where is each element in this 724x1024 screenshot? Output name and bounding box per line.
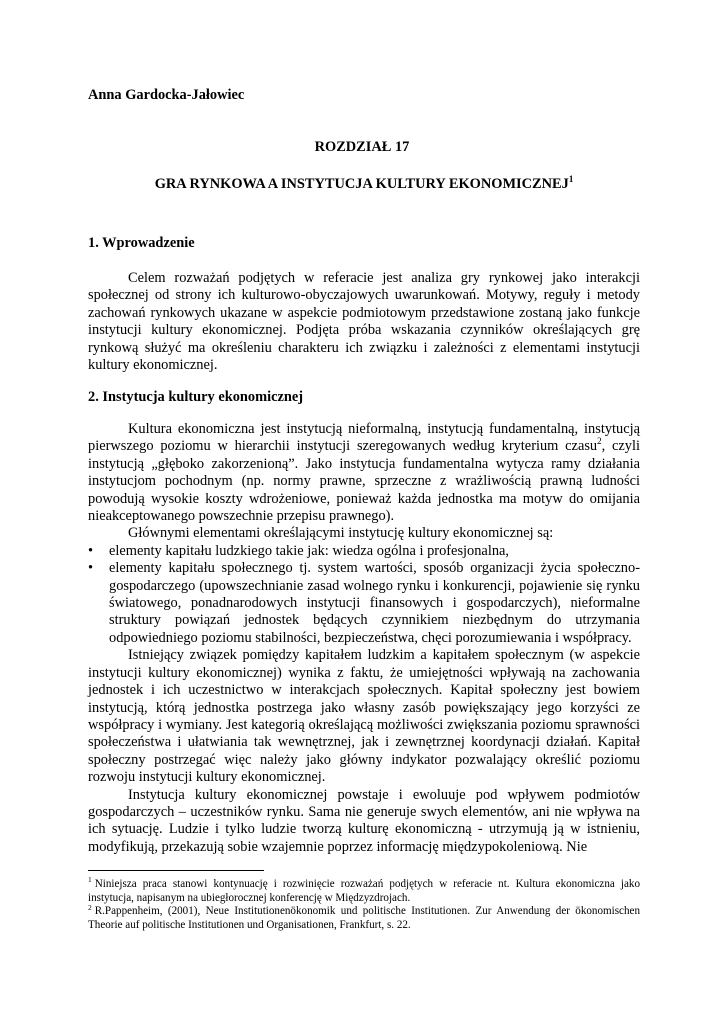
list-item-text: elementy kapitału społecznego tj. system wartości, sposób organizacji życia społeczno-gospodarczego (upowszechnianie zasad wolnego rynku i konkurencji, pojawienie się rynku światowego, ponadnarodowych instytucji finansowych i gospodarczych), nieformalne struktury powiązań jednostek będących czynnikiem niezbędnym do utrzymania odpowiedniego poziomu stabilności, bezpieczeństwa, chęci porozumiewania i współpracy. <box>109 560 640 646</box>
paragraph: Instytucja kultury ekonomicznej powstaje i ewoluuje pod wpływem podmiotów gospodarczych – uczestników rynku. Sama nie generuje swych elementów, ani nie wpływa na ich sytuację. Ludzie i tylko ludzie tworzą kulturę ekonomiczną - utrzymują ją w istnieniu, modyfikują, przekazują sobie wzajemnie poprzez informację międzypokoleniową. Nie <box>88 786 640 855</box>
footnote-mark: 2 <box>88 902 92 912</box>
section-heading-institution: 2. Instytucja kultury ekonomicznej <box>88 389 304 405</box>
footnote-ref-1[interactable]: 1 <box>568 174 574 185</box>
list-item-text: elementy kapitału ludzkiego takie jak: wiedza ogólna i profesjonalna, <box>109 542 510 559</box>
paragraph-text: Kultura ekonomiczna jest instytucją nieformalną, instytucją fundamentalną, instytucją pierwszego poziomu w hierarchii instytucji szeregowanych według kryterium czasu <box>88 421 640 455</box>
section-1-body <box>88 270 640 374</box>
paragraph <box>88 421 640 525</box>
section-2-body <box>88 421 640 856</box>
footnote-2 <box>88 902 640 932</box>
footnote-ref-2[interactable]: 2 <box>597 436 602 447</box>
footnote-mark: 1 <box>88 875 92 885</box>
section-heading-introduction: 1. Wprowadzenie <box>88 235 195 251</box>
bullet-list <box>88 543 640 647</box>
bullet-icon: • <box>88 560 94 577</box>
footnotes <box>88 875 640 932</box>
footnote-separator <box>88 870 264 871</box>
paragraph-text: , czyli instytucją „głęboko zakorzenioną”. Jako instytucja fundamentalna wytycza ramy działania instytucjom pochodnym (np. normy prawne, sprzeczne z wrażliwością prawną ludności powodują wysokie koszty wdrożeniowe, ponieważ każda jednostka ma motyw do omijania nieakceptowanego powszechnie przepisu prawnego). <box>88 438 640 525</box>
footnote-1 <box>88 875 640 905</box>
paragraph: Głównymi elementami określającymi instytucję kultury ekonomicznej są: <box>128 525 554 542</box>
bullet-icon: • <box>88 542 94 559</box>
footnote-text: Niniejsza praca stanowi kontynuację i rozwinięcie rozważań podjętych w referacie nt. Kultura ekonomiczna jako instytucja, napisanym na ubiegłorocznej konferencję w Międzyzdrojach. <box>88 878 640 904</box>
chapter-title <box>88 176 640 193</box>
list-item <box>88 560 640 647</box>
footnote-text: R.Pappenheim, (2001), Neue Institutionenökonomik und politische Institutionen. Zur Anwendung der ökonomischen Theorie auf politische Institutionen und Organisationen, Frankfurt, s. 22. <box>88 905 640 931</box>
paragraph: Celem rozważań podjętych w referacie jest analiza gry rynkowej jako interakcji społecznej od strony ich kulturowo-obyczajowych uwarunkowań. Motywy, reguły i metody zachowań rynkowych ukazane w aspekcie podmiotowym przedstawione zostaną jako funkcje instytucji kultury ekonomicznej. Podjęta próba wskazania czynników określających grę rynkową służyć ma określeniu charakteru ich związku i zależności z elementami instytucji kultury ekonomicznej. <box>88 270 640 374</box>
list-item <box>88 543 640 560</box>
paragraph: Istniejący związek pomiędzy kapitałem ludzkim a kapitałem społecznym (w aspekcie instytucji kultury ekonomicznej) wynika z faktu, że umiejętności wpływają na zachowania jednostek i ich uczestnictwo w interakcjach społecznych. Kapitał społeczny jest bowiem instytucją, którą jednostka postrzega jako własny zasób powiększający jego korzyści ze współpracy i wymiany. Jest kategorią określającą możliwości zwiększania poziomu sprawności społeczeństwa i ułatwiania tak wewnętrznej, jak i zewnętrznej koordynacji działań. Kapitał społeczny postrzegać więc należy jako główny indykator pozwalający określić poziomu rozwoju instytucji kultury ekonomicznej. <box>88 647 640 786</box>
chapter-label: ROZDZIAŁ 17 <box>314 139 410 155</box>
author-name: Anna Gardocka-Jałowiec <box>88 87 245 103</box>
chapter-title-text: GRA RYNKOWA A INSTYTUCJA KULTURY EKONOMICZNEJ <box>154 176 569 192</box>
